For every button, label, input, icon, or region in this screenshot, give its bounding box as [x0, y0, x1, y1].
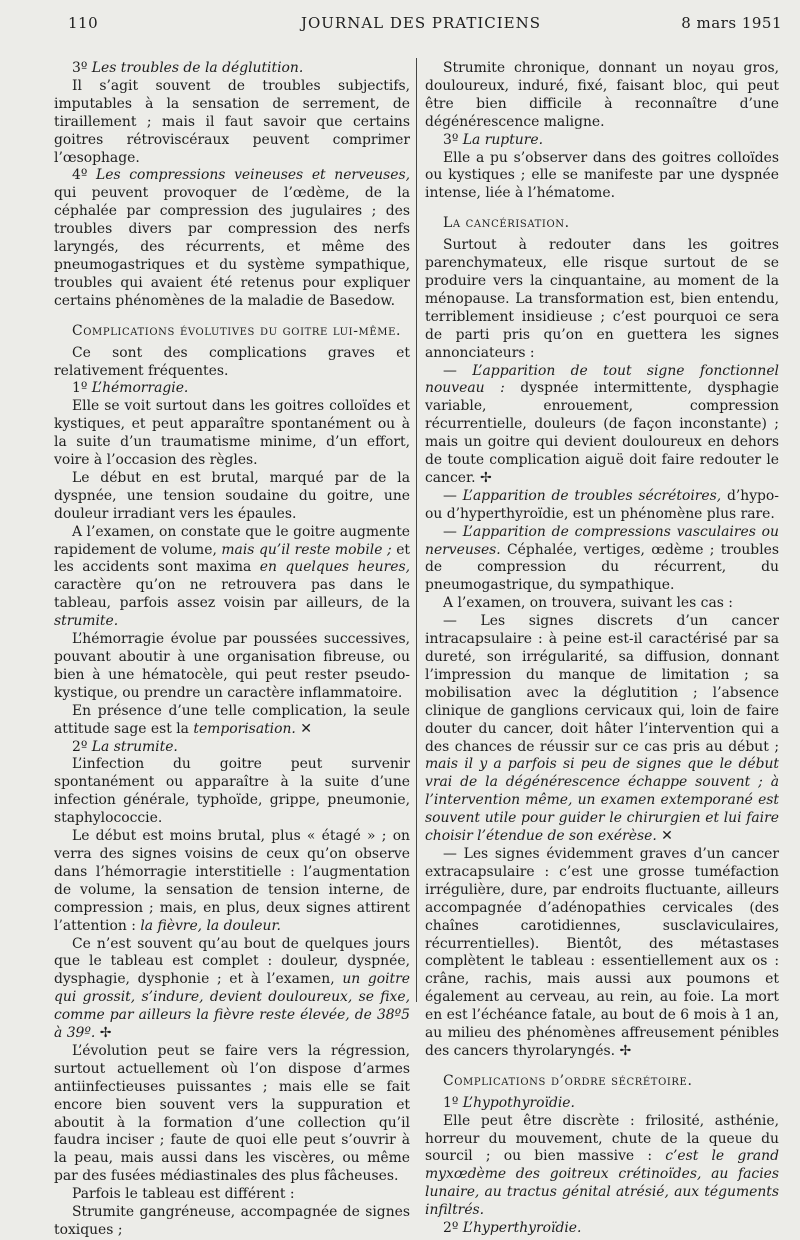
text-run: Ce n’est souvent qu’au bout de quelques jours que le tableau est complet : douleur, dyspnée, dysphagie, dysphonie ; et à l’examen, [54, 935, 410, 988]
right-column [425, 60, 779, 1238]
italic-text: la fièvre, la douleur. [140, 917, 281, 934]
text-run: Céphalée, vertiges, œdème ; troubles de compression du récurrent, du pneumogastrique, du sympathique. [425, 541, 779, 594]
text-run: ✕ [295, 720, 312, 737]
subsection-title [54, 60, 410, 78]
paragraph [425, 363, 779, 488]
italic-text: L’hyperthyroïdie. [462, 1220, 582, 1237]
paragraph: L’infection du goitre peut survenir spontanément ou apparaître à la suite d’une infection générale, typhoïde, grippe, pneumonie, staphylococcie. [54, 756, 410, 827]
italic-text: un goitre qui grossit, s’indure, devient douloureux, se fixe, comme par ailleurs la fièvre reste élevée, de 38º5 à 39º. [54, 971, 411, 1042]
paragraph [425, 1113, 779, 1220]
italic-text: L’apparition de tout signe fonctionnel nouveau : [425, 362, 779, 397]
text-run: 1º [443, 1094, 463, 1111]
text-run: — [443, 362, 473, 379]
text-run: dyspnée intermittente, dysphagie variable, enrouement, compression récurrentielle, douleurs (de façon inconstante) ; mais un goitre qui devient douloureux en dehors de toute complication aiguë doit faire redouter le cancer. ✢ [425, 380, 779, 486]
left-column [54, 60, 410, 1240]
page-number: 110 [68, 14, 99, 32]
italic-text: c’est le grand myxœdème des goitreux crétinoïdes, au facies lunaire, au tractus génital atrésié, aux téguments infiltrés. [425, 1148, 779, 1219]
subsection-title [425, 1095, 779, 1113]
paragraph: L’évolution peut se faire vers la régression, surtout actuellement où l’on dispose d’armes antiinfectieuses puissantes ; mais elle se fait encore bien souvent vers la suppuration et aboutit à la formation d’une collection qu’il faudra inciser ; faute de quoi elle peut s’ouvrir à la peau, mais aussi dans les viscères, ou même par des fusées médiastinales des plus fâcheuses. [54, 1042, 410, 1185]
text-run: Elle peut être discrète : frilosité, asthénie, horreur du mouvement, chute de la queue du sourcil ; ou bien massive : [425, 1112, 779, 1165]
paragraph [54, 524, 410, 631]
section-heading: Complications évolutives du goitre lui-même. [72, 322, 401, 339]
italic-text: en quelques heures, [259, 559, 410, 576]
paragraph: Elle a pu s’observer dans des goitres colloïdes ou kystiques ; elle se manifeste par une dyspnée intense, liée à l’hématome. [425, 149, 779, 202]
paragraph: Ce sont des complications graves et relativement fréquentes. [54, 344, 410, 379]
text-run: 3º [443, 131, 463, 148]
paragraph: Strumite chronique, donnant un noyau gros, douloureux, induré, fixé, faisant bloc, qui peut être bien difficile à reconnaître d’une dégénérescence maligne. [425, 60, 779, 130]
italic-text: L’hypothyroïdie. [462, 1094, 575, 1111]
paragraph [425, 488, 779, 524]
paragraph: — Les signes évidemment graves d’un cancer extracapsulaire : c’est une grosse tuméfaction irrégulière, dure, par endroits fluctuante, ailleurs accompagnée d’adénopathies cervicales (des chaînes carotidiennes, susclaviculaires, récurrentielles). Bientôt, des métastases complètent le tableau : essentiellement aux os : crâne, rachis, mais aussi aux poumons et également au cerveau, au rein, au foie. La mort en est l’échéance fatale, au bout de 6 mois à 1 an, au milieu des phénomènes affreusement pénibles des cancers thyrolaryngés. ✢ [425, 845, 779, 1059]
subsection-title [54, 739, 410, 757]
text-run: A l’examen, on constate que le goitre augmente rapidement de volume, [54, 523, 410, 558]
section-heading: La cancérisation. [443, 215, 570, 232]
section-heading: Complications d’ordre sécrétoire. [443, 1072, 693, 1089]
text-run: 3º [72, 60, 92, 76]
paragraph [425, 524, 779, 596]
italic-text: L’apparition de compressions vasculaires ou nerveuses. [425, 523, 779, 558]
subsection-title [425, 1220, 779, 1238]
paragraph: Il s’agit souvent de troubles subjectifs, imputables à la sensation de serrement, de tiraillement ; mais il faut savoir que certains goitres rétroviscéraux peuvent comprimer l’œsophage. [54, 77, 410, 166]
paragraph [425, 613, 779, 846]
text-run: En présence d’une telle complication, la seule attitude sage est la [54, 702, 410, 737]
text-run: 4º [72, 167, 97, 184]
issue-date: 8 mars 1951 [681, 14, 782, 32]
italic-text: La rupture. [462, 131, 544, 148]
paragraph [54, 828, 410, 935]
paragraph: Le début en est brutal, marqué par de la dyspnée, une tension soudaine du goitre, une douleur irradiant vers les épaules. [54, 469, 410, 522]
text-run: ✢ [95, 1025, 112, 1042]
italic-text: La strumite. [91, 738, 178, 755]
subsection-title [425, 132, 779, 150]
text-run: 2º [443, 1220, 463, 1237]
italic-text: strumite. [54, 613, 119, 630]
italic-text: L’apparition de troubles sécrétoires, [462, 487, 722, 504]
paragraph: Strumite gangréneuse, accompagnée de signes toxiques ; [54, 1204, 410, 1238]
page-header [60, 14, 782, 38]
text-run: 1º [72, 380, 92, 397]
text-run: — [443, 487, 463, 504]
italic-text: temporisation. [193, 720, 296, 737]
paragraph: Parfois le tableau est différent : [72, 1186, 295, 1203]
italic-text: Les compressions veineuses et nerveuses, [96, 167, 410, 184]
paragraph: Surtout à redouter dans les goitres parenchymateux, elle risque surtout de se produire vers la cinquantaine, au moment de la ménopause. La transformation est, bien entendu, terriblement insidieuse ; c’est pourquoi ce sera de parti pris qu’on en guettera les signes annonciateurs : [425, 237, 779, 361]
italic-text: L’hémorragie. [91, 380, 189, 397]
paragraph: Elle se voit surtout dans les goitres colloïdes et kystiques, et peut apparaître spontanément ou à la suite d’un traumatisme minime, d’un effort, voire à l’occasion des règles. [54, 398, 410, 469]
paragraph: L’hémorragie évolue par poussées successives, pouvant aboutir à une organisation fibreuse, ou bien à une hématocèle, qui peut rester pseudo-kystique, ou prendre un caractère inflammatoire. [54, 631, 410, 701]
paragraph: A l’examen, on trouvera, suivant les cas : [443, 595, 733, 612]
journal-title: JOURNAL DES PRATICIENS [300, 14, 542, 32]
text-run: qui peuvent provoquer de l’œdème, de la céphalée par compression des jugulaires ; des troubles divers par compression des nerfs laryngés, des récurrents, et même des pneumogastriques et du système sympathique, troubles qui avaient été retenus pour expliquer certains phénomènes de la maladie de Basedow. [54, 185, 410, 309]
text-run: 2º [72, 738, 92, 755]
italic-text: mais il y a parfois si peu de signes que le début vrai de la dégénérescence échappe souvent ; à l’intervention même, un examen extemporané est souvent utile pour guider le chirurgien et lui faire choisir l’étendue de son exérèse. [425, 756, 779, 845]
paragraph [54, 936, 410, 1043]
text-run: — Les signes discrets d’un cancer intracapsulaire : à peine est-il caractérisé par sa dureté, son irrégularité, sa diffusion, donnant l’impression du manque de limitation ; sa mobilisation avec la déglutition ; l’absence clinique de ganglions cervicaux qui, loin de faire douter du cancer, doit hâter l’intervention qui a des chances de réussir sur ce cas pris au début ; [425, 613, 779, 755]
paragraph [54, 167, 410, 310]
italic-text: Les troubles de la déglutition. [91, 60, 304, 76]
column-divider [416, 58, 417, 1002]
text-run: ✕ [656, 828, 673, 845]
text-run: et les accidents sont maxima [54, 541, 411, 576]
text-run: d’hypo- ou d’hyperthyroïdie, est un phénomène plus rare. [425, 487, 779, 522]
text-run: — [443, 523, 463, 540]
subsection-title [54, 380, 410, 398]
text-run: caractère qu’on ne retrouvera pas dans le tableau, parfois assez voisin par ailleurs, de la [54, 577, 410, 612]
paragraph [54, 703, 410, 739]
italic-text: mais qu’il reste mobile ; [221, 541, 392, 558]
text-run: Le début est moins brutal, plus « étagé » ; on verra des signes voisins de ceux qu’on observe dans l’hémorragie interstitielle : l’augmentation de volume, la sensation de tension interne, de compression ; mais, en plus, deux signes attirent l’attention : [54, 828, 410, 934]
